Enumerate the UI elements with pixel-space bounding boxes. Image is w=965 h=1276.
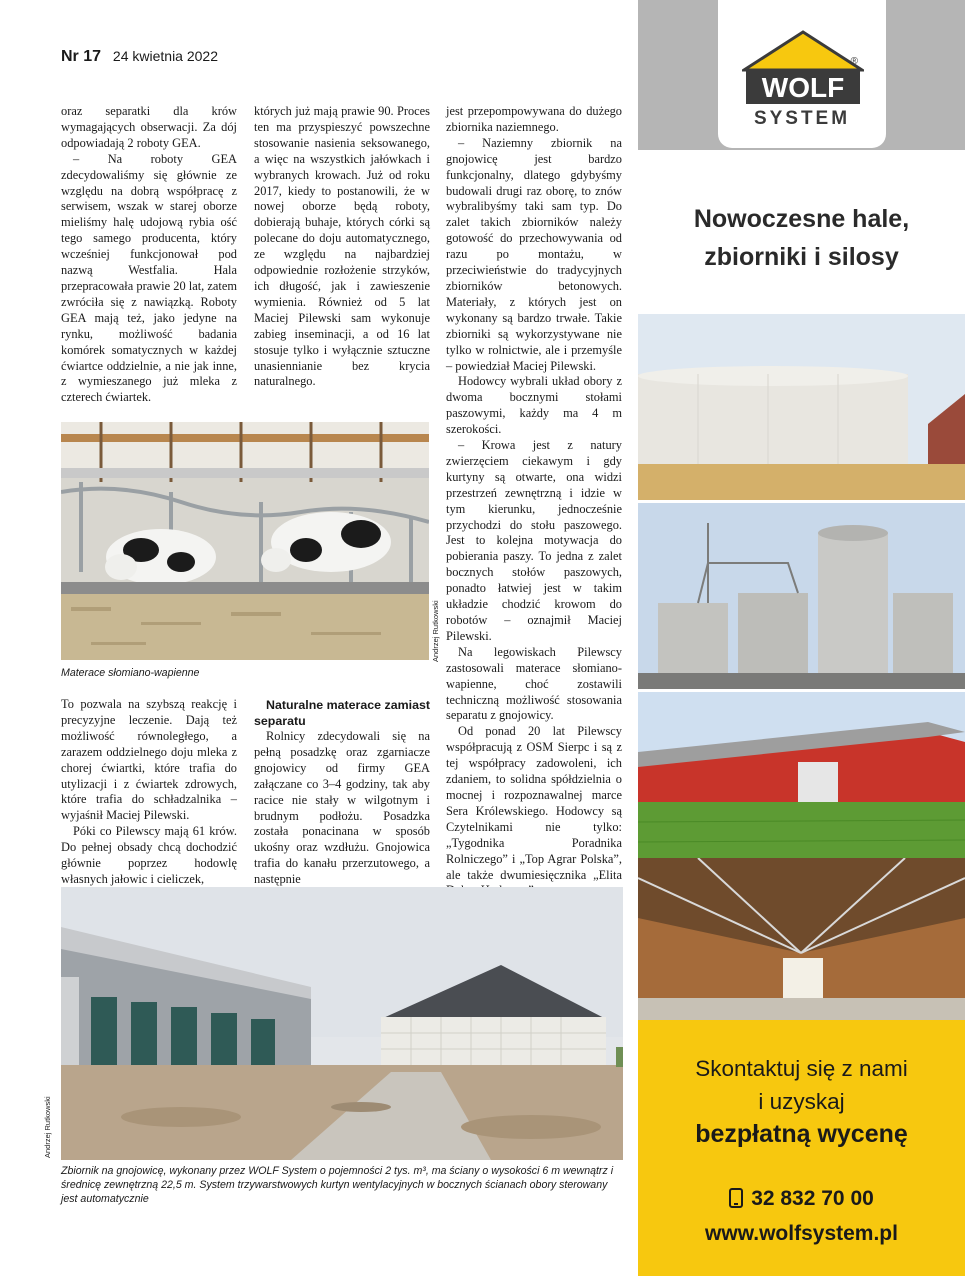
paragraph: Rolnicy zdecydowali się na pełną posadzkę oraz zgarniacze gnojowicy od firmy GEA załączane co 3–4 godziny, tak aby racice nie stały w wilgotnym i brudnym podłożu. Posadzka została ponacinana w sposób ukośny oraz wzdłużu. Gnojowica trafia do kanału przerzutowego, a następnie [254, 729, 430, 887]
paragraph: – Naziemny zbiornik na gnojowicę jest bardzo funkcjonalny, dlatego gdybyśmy budowali drugi raz oborę, to znów wybralibyśmy taki sam typ. Do zalet takich zbiorników należy gotowość do przechowywania od razu po montażu, w przeciwieństwie do tradycyjnych zbiorników betonowych. Materiały, z których jest on wykonany są bardzo trwałe. Takie zbiorniki są wykorzystywane nie tylko w rolnictwie, ale i przemyśle – powiedział Maciej Pilewski. [446, 135, 622, 373]
ad-photo-silos [638, 503, 965, 689]
paragraph: Od ponad 20 lat Pilewscy współpracują z OSM Sierpc i są z tej współpracy zadowoleni, ich zdaniem, to solidna spółdzielnia o mocnej i rozpoznawalnej marce Sera Królewskiego. Hodowcy są Czytelnikami nie tylko: „Tygodnika Poradnika Rolniczego” i „Top Agrar Polska”, ale także dwumiesięcznika „Elita [446, 724, 622, 882]
paragraph: To pozwala na szybszą reakcję i precyzyjne leczenie. Dają też możliwość równoległego, a zarazem oddzielnego doju mleka z chorej ćwiartki, które trafia do utylizacji i z ćwiartek zdrowych, które trafia do schładzalnika – wyjaśnił Maciej Pilewski. [61, 697, 237, 823]
paragraph: – Krowa jest z natury zwierzęciem ciekawym i gdy kurtyny są otwarte, ona widzi przestrzeń zewnętrzną i idzie w tym kierunku, jednocześnie przychodzi do stołu paszowego. Jest to kolejna motywacja do pobierania paszy. To jedna z zalet bocznych stołów paszowych, ponadto łatwiej jest w takim układzie chodzić krowom do robotów – oznajmił Maciej Pilewski. [446, 438, 622, 643]
wolf-system-advertisement[interactable] [638, 0, 965, 1276]
column-2-bottom [254, 697, 430, 888]
column-3 [446, 104, 622, 915]
paragraph: – Na roboty GEA zdecydowaliśmy się głównie ze względu na dobrą współpracę z serwisem, wszak w starej oborze mieliśmy halę udojową rybia ość tego samego producenta, który wcześniej funkcjonował pod nazwą Westfalia. Hala przepracowała prawie 20 lat, zatem zwróciła się z nawiązką. Roboty GEA mają też, jako jedyne na rynku, możliwość badania komórek somatycznych w każdej ćwiartce oddzielnie, a nie jak inne, z wymieszanego już mleka z czterech ćwiartek. [61, 151, 237, 405]
column-1-top [61, 104, 237, 406]
ad-headline-line-2: zbiorniki i silosy [704, 243, 899, 271]
paragraph: jest przepompowywana do dużego zbiornika naziemnego. [446, 104, 622, 134]
paragraph: Póki co Pilewscy mają 61 krów. Do pełnej obsady chcą dochodzić głównie poprzez hodowlę własnych jałowic i cieliczek, [61, 824, 237, 886]
column-1-bottom [61, 697, 237, 888]
paragraph: Hodowcy wybrali układ obory z dwoma bocznymi stołami paszowymi, każdy ma 4 m szerokości. [446, 374, 622, 437]
ad-photo-barn [638, 692, 965, 878]
column-2-top [254, 104, 430, 390]
wolf-logo [718, 0, 886, 148]
ad-contact-text [638, 1052, 965, 1151]
paragraph: Na legowiskach Pilewscy zastosowali materace słomiano-wapienne, choć zostawili techniczną możliwość stosowania separatu z gnojowicy. [446, 644, 622, 723]
photo-caption: Zbiornik na gnojowicę, wykonany przez WOLF System o pojemności 2 tys. m³, ma ściany o wysokości 6 m wewnątrz i średnicę zewnętrzną 22,5 m. System trzywarstwowych kurtyn wentylacyjnych w bocznych ścianach obory sterowany jest automatycznie [61, 1165, 614, 1205]
ad-website-link[interactable]: www.wolfsystem.pl [705, 1222, 898, 1245]
contact-line-2: i uzyskaj [758, 1089, 845, 1114]
ad-photo-hall-interior [638, 858, 965, 1020]
logo-word: WOLF [761, 72, 845, 103]
photo-cows-stalls [61, 422, 429, 660]
ad-phone[interactable] [638, 1187, 965, 1211]
paragraph: oraz separatki dla krów wymagających obserwacji. Za dój odpowiadają 2 roboty GEA. [61, 104, 237, 150]
phone-number[interactable]: 32 832 70 00 [751, 1187, 874, 1210]
phone-icon [729, 1188, 743, 1208]
photo-credit: Andrzej Rutkowski [43, 1096, 52, 1158]
contact-line-3 [638, 1118, 965, 1151]
section-heading: Naturalne materace zamiast separatu [254, 698, 430, 728]
issue-date: 24 kwietnia 2022 [112, 48, 218, 64]
free-quote-text: bezpłatną wycenę [695, 1120, 908, 1148]
photo-caption: Materace słomiano-wapienne [61, 667, 200, 679]
contact-line-1: Skontaktuj się z nami [695, 1056, 908, 1081]
issue-number: Nr 17 [61, 48, 102, 65]
tank-illustration [61, 887, 623, 1160]
ad-photo-tank [638, 314, 965, 500]
cows-illustration [61, 422, 429, 660]
registered-mark: ® [850, 56, 858, 67]
ad-headline [638, 200, 965, 276]
paragraph: których już mają prawie 90. Proces ten ma przyspieszyć powszechne stosowanie nasienia seksowanego, a więc na wszystkich jałówkach i wybranych krowach. Już od roku 2017, kiedy to postanowili, że w nowej oborze będą roboty, dobierają buhaje, których córki są polecane do doju automatycznego, ze względu na najbardziej odpowiednie rozłożenie strzyków, ich długość, jak i zawieszenie wymienia. Również od 5 lat Maciej Pilewski sam wykonuje zabieg inseminacji, a od 16 lat stosuje tylko i wyłącznie sztuczne unasiennianie bez krycia naturalnego. [254, 104, 430, 389]
photo-slurry-tank [61, 887, 623, 1160]
house-logo-icon [742, 30, 864, 106]
logo-system-text: SYSTEM [753, 108, 851, 129]
photo-credit: Andrzej Rutkowski [431, 600, 440, 662]
page-header [61, 48, 218, 66]
ad-headline-line-1: Nowoczesne hale, [693, 205, 910, 233]
